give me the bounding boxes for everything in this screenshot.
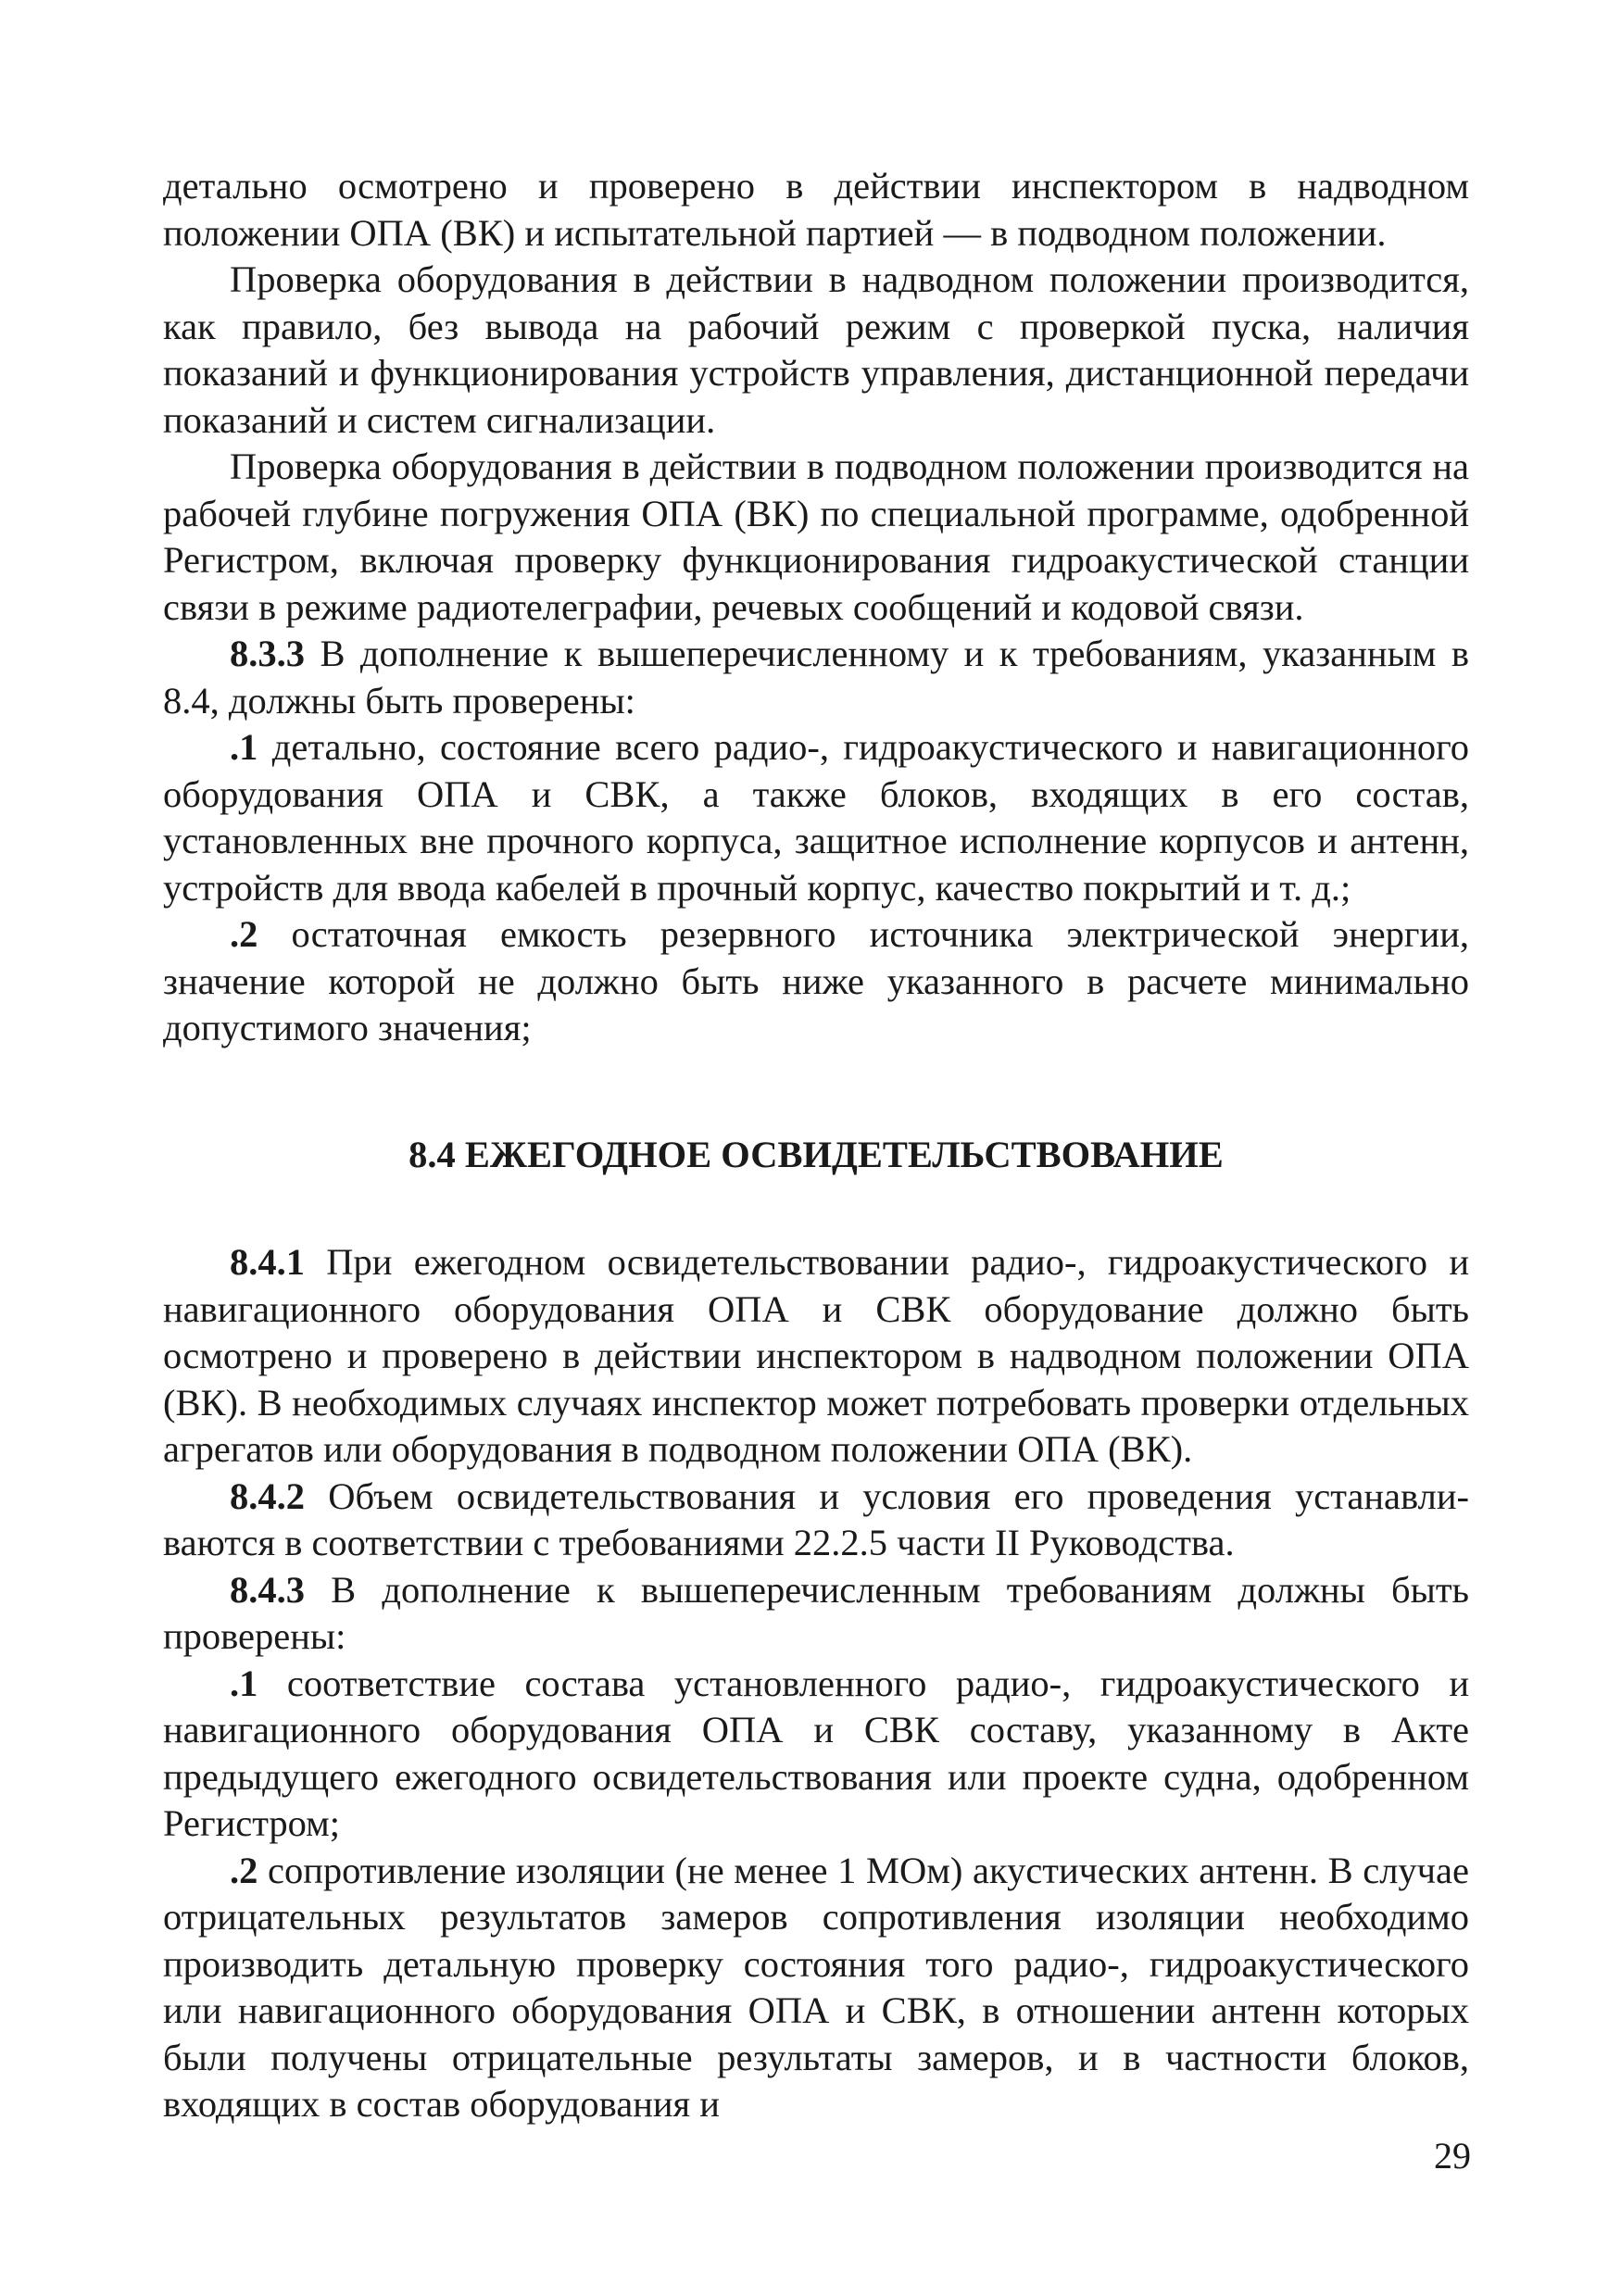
paragraph-8-4-1	[163, 1239, 1469, 1474]
clause-number: 8.4.1	[230, 1241, 305, 1283]
paragraph-8-4-3	[163, 1567, 1469, 1661]
paragraph-text: остаточная емкость резервного источника электрической энергии, значение которой не должно быть ниже указанного в расчете минимально допустимого значения;	[163, 913, 1469, 1048]
list-item	[163, 1848, 1469, 2128]
paragraph	[163, 257, 1469, 444]
item-number: .1	[230, 1662, 258, 1704]
paragraph	[163, 163, 1469, 257]
paragraph-text: Объем освидетельствования и условия его проведения устанавливаются в соответствии с требованиями 22.2.5 части II Руководства.	[163, 1474, 1469, 1563]
paragraph-text: При ежегодном освидетельствовании радио-, гидроакустического и навигационного оборудования ОПА и СВК оборудование должно быть осмотрено и проверено в действии инспектором в надводном положении ОПА (ВК). В необходимых случаях инспектор может потребовать проверки отдельных агрегатов или оборудования в подводном положении ОПА (ВК).	[163, 1241, 1469, 1470]
list-item	[163, 911, 1469, 1052]
list-item	[163, 724, 1469, 911]
clause-number: 8.4.2	[230, 1474, 305, 1517]
paragraph-text: соответствие состава установленного радио-, гидроакустического и навигационного оборудования ОПА и СВК составу, указанному в Акте предыдущего ежегодного освидетельствования или проекте судна, одобренном Регистром;	[163, 1662, 1469, 1844]
clause-number: 8.3.3	[230, 633, 305, 674]
clause-number: 8.4.3	[230, 1568, 305, 1611]
section-heading: 8.4 ЕЖЕГОДНОЕ ОСВИДЕТЕЛЬСТВОВАНИЕ	[408, 1133, 1224, 1175]
page-number: 29	[1434, 2135, 1471, 2177]
paragraph-text: детально, состояние всего радио-, гидроакустического и навигационного оборудования ОПА и СВК, а также блоков, входящих в его состав, установленных вне прочного корпуса, защитное исполнение корпусов и антенн, устройств для ввода кабелей в прочный корпус, качество покрытий и т. д.;	[163, 726, 1469, 909]
paragraph-text: В дополнение к вышеперечисленным требованиям должны быть проверены:	[163, 1568, 1469, 1657]
item-number: .2	[230, 913, 258, 955]
page-content	[163, 163, 1469, 2128]
item-number: .2	[230, 1849, 258, 1891]
paragraph-8-3-3	[163, 631, 1469, 724]
list-item	[163, 1661, 1469, 1848]
paragraph-8-4-2	[163, 1474, 1469, 1567]
paragraph-text: сопротивление изоляции (не менее 1 МОм) акустических антенн. В случае отрицательных результатов замеров сопротивления изоляции необходимо производить детальную проверку состояния того радио-, гидроакустического или навигационного оборудования ОПА и СВК, в отношении антенн которых были получены отрицательные результаты замеров, и в частности блоков, входящих в состав оборудования и	[163, 1849, 1469, 2125]
paragraph	[163, 444, 1469, 631]
paragraph-text: Проверка оборудования в действии в надводном положении производится, как правило, без вывода на рабочий режим с проверкой пуска, наличия показаний и функционирования устройств управления, дистанционной передачи показаний и систем сигнализации.	[163, 258, 1469, 441]
paragraph-text: Проверка оборудования в действии в подводном положении производится на рабочей глубине погружения ОПА (ВК) по специальной программе, одобренной Регистром, включая проверку функционирования гидроакустической станции связи в режиме радиотелеграфии, речевых сообщений и кодовой связи.	[163, 445, 1469, 628]
paragraph-text: детально осмотрено и проверено в действии инспектором в надводном положении ОПА (ВК) и испытательной партией — в подводном положении.	[163, 165, 1469, 254]
item-number: .1	[230, 726, 258, 768]
paragraph-text: В дополнение к вышеперечисленному и к требованиям, указанным в 8.4, должны быть проверены:	[163, 633, 1469, 721]
